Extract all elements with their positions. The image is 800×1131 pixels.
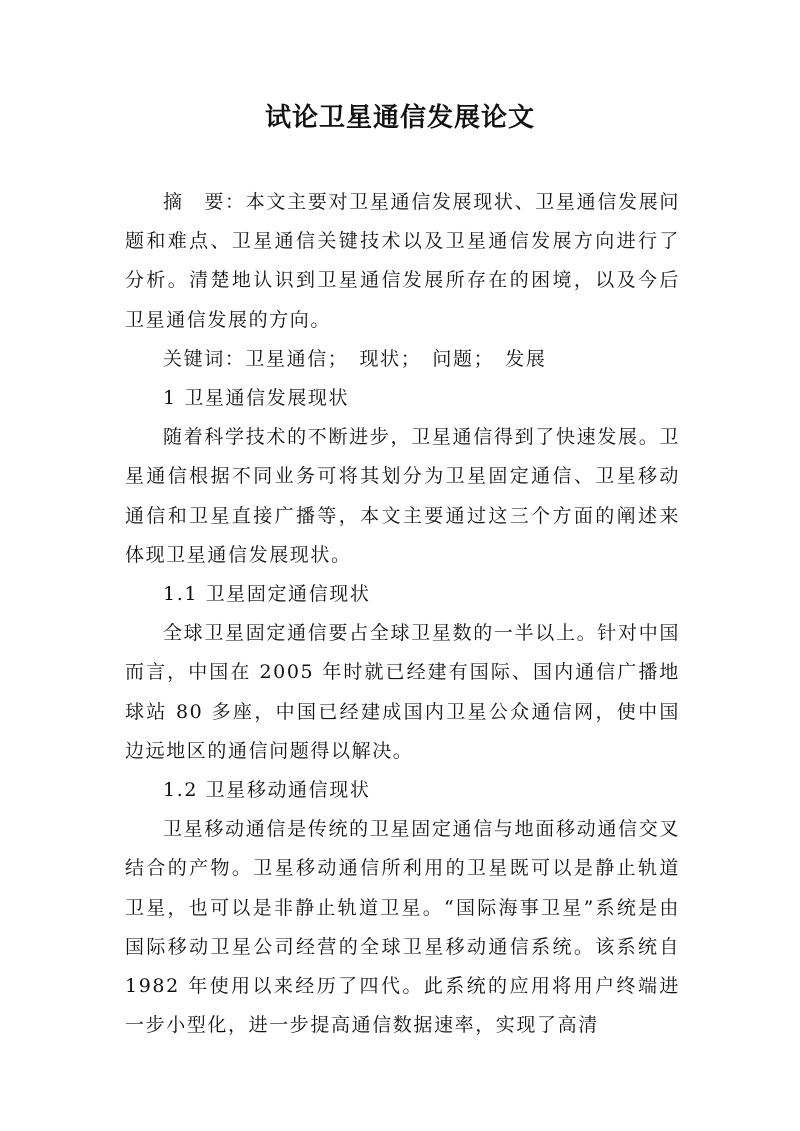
section-heading-1: 1 卫星通信发展现状	[163, 387, 350, 410]
section-1-2-paragraph: 卫星移动通信是传统的卫星固定通信与地面移动通信交叉结合的产物。卫星移动通信所利用的卫星既可以是静止轨道卫星，也可以是非静止轨道卫星。“国际海事卫星”系统是由国际移动卫星公司经营的全球卫星移动通信系统。该系统自 1982 年使用以来经历了四代。此系统的应用将用户终端进一步小型化，进一步提高通信数据速率，实现了高清	[125, 818, 680, 1037]
keywords-paragraph: 关键词：卫星通信； 现状； 问题； 发展	[163, 347, 547, 370]
abstract-paragraph: 摘 要：本文主要对卫星通信发展现状、卫星通信发展问题和难点、卫星通信关键技术以及卫星通信发展方向进行了分析。清楚地认识到卫星通信发展所存在的困境，以及今后卫星通信发展的方向。	[125, 191, 680, 331]
section-1-paragraph: 随着科学技术的不断进步，卫星通信得到了快速发展。卫星通信根据不同业务可将其划分为卫星固定通信、卫星移动通信和卫星直接广播等，本文主要通过这三个方面的阐述来体现卫星通信发展现状。	[125, 426, 680, 566]
section-heading-1-2: 1.2 卫星移动通信现状	[163, 779, 371, 802]
section-heading-1-1: 1.1 卫星固定通信现状	[163, 583, 371, 606]
section-1-1-paragraph: 全球卫星固定通信要占全球卫星数的一半以上。针对中国而言，中国在 2005 年时就已经建有国际、国内通信广播地球站 80 多座，中国已经建成国内卫星公众通信网，使中国边远地区的通信问题得以解决。	[125, 622, 680, 762]
document-title: 试论卫星通信发展论文	[264, 103, 535, 133]
document-body	[125, 183, 680, 1045]
